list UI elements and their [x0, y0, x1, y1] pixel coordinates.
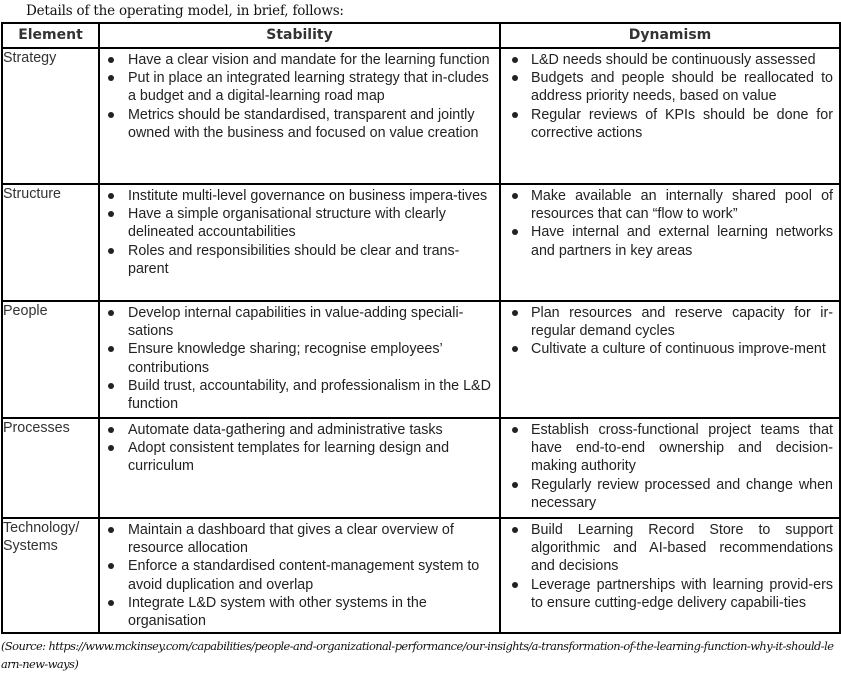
list-item: L&D needs should be continuously assessed: [501, 51, 835, 69]
list-item: Metrics should be standardised, transparent and jointly owned with the business and focused on value creation: [100, 106, 495, 142]
list-item: Budgets and people should be reallocated to address priority needs, based on value: [501, 69, 835, 105]
table-row-people: [2, 301, 840, 418]
list-item: Automate data-gathering and administrative tasks: [100, 421, 495, 439]
stability-cell: [99, 301, 500, 418]
list-item: Cultivate a culture of continuous improve-ment: [501, 340, 835, 358]
stability-list: [100, 302, 499, 415]
table-row-structure: [2, 184, 840, 301]
stability-cell: [99, 418, 500, 518]
list-item: Plan resources and reserve capacity for ir-regular demand cycles: [501, 304, 835, 340]
dynamism-cell: [500, 184, 840, 301]
dynamism-cell: [500, 418, 840, 518]
header-stability: Stability: [99, 23, 500, 48]
stability-cell: [99, 184, 500, 301]
list-item: Maintain a dashboard that gives a clear overview of resource allocation: [100, 521, 495, 557]
element-cell: Structure: [2, 184, 99, 301]
element-cell: Processes: [2, 418, 99, 518]
list-item: Integrate L&D system with other systems in the organisation: [100, 594, 495, 630]
dynamism-cell: [500, 301, 840, 418]
table-row-technology-systems: [2, 518, 840, 633]
stability-cell: [99, 48, 500, 184]
operating-model-table: [1, 22, 841, 634]
stability-cell: [99, 518, 500, 633]
dynamism-cell: [500, 518, 840, 633]
list-item: Put in place an integrated learning strategy that in-cludes a budget and a digital-learning road map: [100, 69, 495, 105]
list-item: Build trust, accountability, and professionalism in the L&D function: [100, 377, 495, 413]
stability-list: [100, 419, 499, 478]
table-header-row: [2, 23, 840, 48]
table-row-strategy: [2, 48, 840, 184]
header-element: Element: [2, 23, 99, 48]
list-item: Build Learning Record Store to support algorithmic and AI-based recommendations and decisions: [501, 521, 835, 576]
stability-list: [100, 185, 499, 280]
list-item: Enforce a standardised content-management system to avoid duplication and overlap: [100, 557, 495, 593]
dynamism-cell: [500, 48, 840, 184]
list-item: Regular reviews of KPIs should be done for corrective actions: [501, 106, 835, 142]
header-dynamism: Dynamism: [500, 23, 840, 48]
list-item: Ensure knowledge sharing; recognise employees’ contributions: [100, 340, 495, 376]
list-item: Establish cross-functional project teams that have end-to-end ownership and decision-making authority: [501, 421, 835, 476]
stability-list: [100, 49, 499, 144]
list-item: Institute multi-level governance on business impera-tives: [100, 187, 495, 205]
list-item: Roles and responsibilities should be clear and trans-parent: [100, 242, 495, 278]
list-item: Have a simple organisational structure with clearly delineated accountabilities: [100, 205, 495, 241]
table-row-processes: [2, 418, 840, 518]
list-item: Develop internal capabilities in value-adding speciali-sations: [100, 304, 495, 340]
list-item: Leverage partnerships with learning provid-ers to ensure cutting-edge delivery capabili-ties: [501, 576, 835, 612]
dynamism-list: [501, 419, 839, 514]
dynamism-list: [501, 49, 839, 144]
list-item: Make available an internally shared pool of resources that can “flow to work”: [501, 187, 835, 223]
list-item: Regularly review processed and change when necessary: [501, 476, 835, 512]
stability-list: [100, 519, 499, 632]
source-citation: (Source: https://www.mckinsey.com/capabilities/people-and-organizational-performance/our-insights/a-transformation-of-the-learning-function-why-it-should-learn-new-ways): [1, 639, 834, 671]
dynamism-list: [501, 519, 839, 614]
intro-text: Details of the operating model, in brief, follows:: [26, 3, 344, 19]
dynamism-list: [501, 185, 839, 262]
element-cell: Strategy: [2, 48, 99, 184]
element-cell: People: [2, 301, 99, 418]
dynamism-list: [501, 302, 839, 361]
list-item: Adopt consistent templates for learning design and curriculum: [100, 439, 495, 475]
list-item: Have a clear vision and mandate for the learning function: [100, 51, 495, 69]
list-item: Have internal and external learning networks and partners in key areas: [501, 223, 835, 259]
element-cell: Technology/ Systems: [2, 518, 99, 633]
